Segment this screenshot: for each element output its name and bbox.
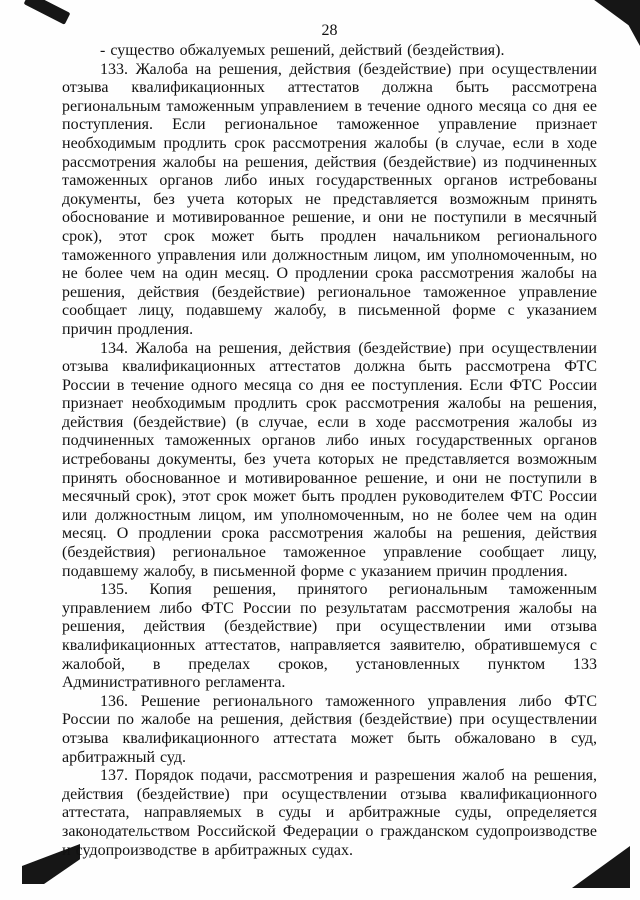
paragraph: 134. Жалоба на решения, действия (бездействие) при осуществлении отзыва квалификационных аттестатов должна быть рассмотрена ФТС России в течение одного месяца со дня ее поступления. Если ФТС России признает необходимым продлить срок рассмотрения жалобы на решения, действия (бездействие) (в случае, если в ходе рассмотрения жалобы из подчиненных таможенных органов либо иных государственных органов истребованы документы, без учета которых не представляется возможным принять обоснованное и мотивированное решение, и они не поступили в месячный срок), этот срок может быть продлен руководителем ФТС России или должностным лицом, им уполномоченным, но не более чем на один месяц. О продлении срока рассмотрения жалобы на решения, действия (бездействия) региональное таможенное управление сообщает лицу, подавшему жалобу, в письменной форме с указанием причин продления. [62,339,597,580]
page-number: 28 [321,22,338,39]
document-body [62,42,597,860]
paragraph: 135. Копия решения, принятого региональным таможенным управлением либо ФТС России по результатам рассмотрения жалобы на решения, действия (бездействие) при осуществлении ими отзыва квалификационных аттестатов, направляется заявителю, обратившемуся с жалобой, в пределах сроков, установленных пунктом 133 Административного регламента. [62,581,597,692]
paragraph: 136. Решение регионального таможенного управления либо ФТС России по жалобе на решения, действия (бездействие) при осуществлении отзыва квалификационного аттестата может быть обжаловано в суд, арбитражный суд. [62,692,597,766]
paragraph: 133. Жалоба на решения, действия (бездействие) при осуществлении отзыва квалификационных аттестатов должна быть рассмотрена региональным таможенным управлением в течение одного месяца со дня ее поступления. Если региональное таможенное управление признает необходимым продлить срок рассмотрения жалобы (в случае, если в ходе рассмотрения жалобы на решения, действия (бездействие) из подчиненных таможенных органов либо иных государственных органов истребованы документы, без учета которых не представляется возможным принять обоснование и мотивированное решение, и они не поступили в месячный срок), этот срок может быть продлен начальником регионального таможенного управления или должностным лицом, им уполномоченным, но не более чем на один месяц. О продлении срока рассмотрения жалобы на решения, действия (бездействие) региональное таможенное управление сообщает лицу, подавшему жалобу, в письменной форме с указанием причин продления. [62,60,597,338]
paragraph: - существо обжалуемых решений, действий (бездействия). [100,42,505,59]
paragraph: 137. Порядок подачи, рассмотрения и разрешения жалоб на решения, действия (бездействие) при осуществлении отзыва квалификационного аттестата, направляемых в суды и арбитражные суды, определяется законодательством Российской Федерации о гражданском судопроизводстве и судопроизводстве в арбитражных судах. [62,767,597,859]
